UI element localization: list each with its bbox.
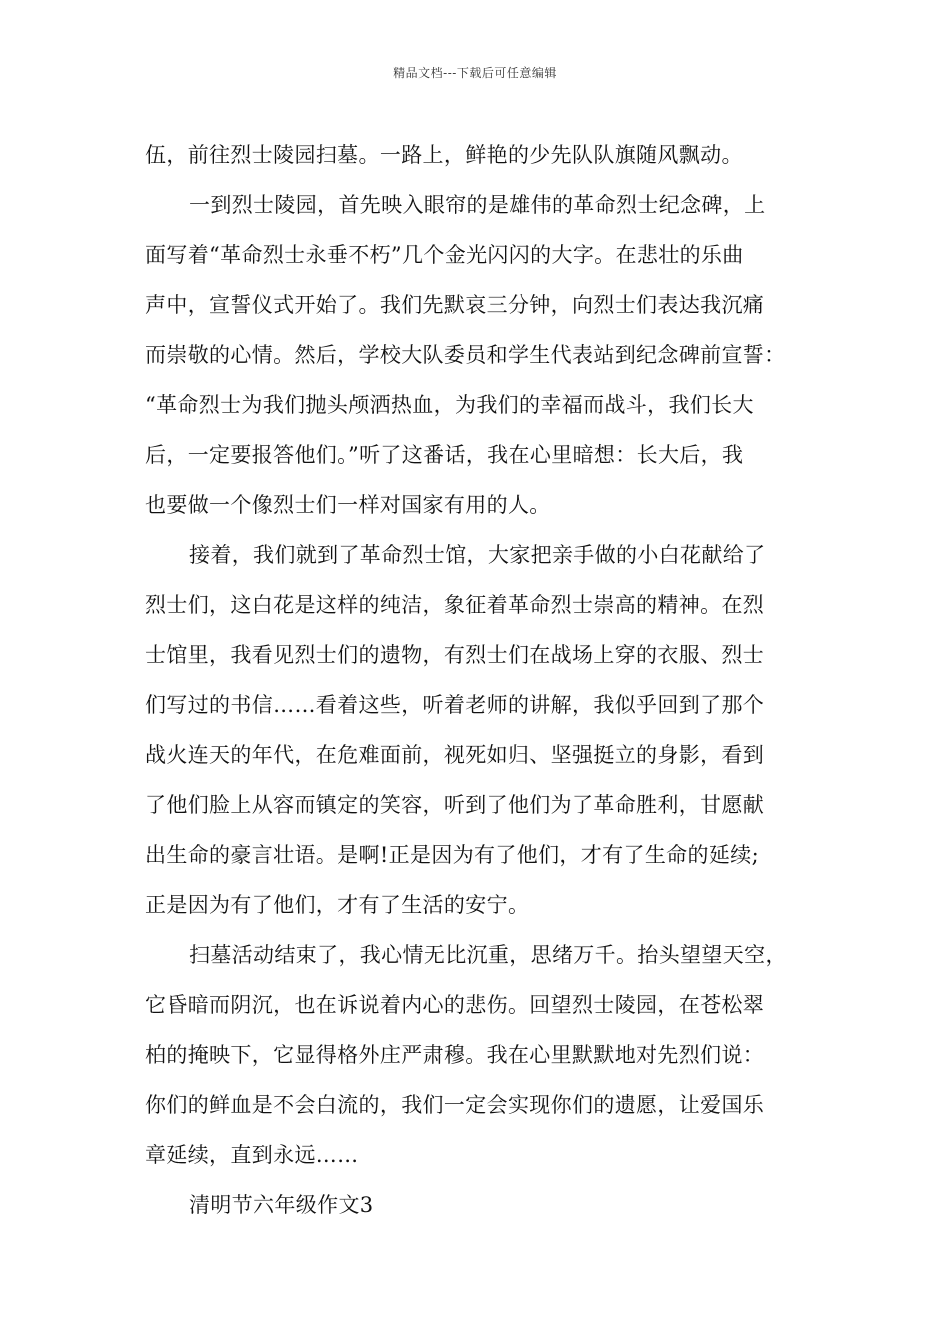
text-line: 后，一定要报答他们。”听了这番话，我在心里暗想：长大后，我 [145,443,744,467]
text-line: 正是因为有了他们，才有了生活的安宁。 [145,893,530,917]
text-line: 柏的掩映下，它显得格外庄严肃穆。我在心里默默地对先烈们说： [145,1043,765,1067]
text-line: 了他们脸上从容而镇定的笑容，听到了他们为了革命胜利，甘愿献 [145,793,765,817]
text-line: 烈士们，这白花是这样的纯洁，象征着革命烈士崇高的精神。在烈 [145,593,765,617]
text-line: 而崇敬的心情。然后，学校大队委员和学生代表站到纪念碑前宣誓： [145,343,786,367]
text-line: 它昏暗而阴沉，也在诉说着内心的悲伤。回望烈士陵园，在苍松翠 [145,993,765,1017]
text-line: 伍，前往烈士陵园扫墓。一路上，鲜艳的少先队队旗随风飘动。 [145,143,743,167]
text-line: 接着，我们就到了革命烈士馆，大家把亲手做的小白花献给了 [189,543,766,567]
text-line: 战火连天的年代，在危难面前，视死如归、坚强挺立的身影，看到 [145,743,765,767]
text-line: 士馆里，我看见烈士们的遗物，有烈士们在战场上穿的衣服、烈士 [145,643,765,667]
text-line: 你们的鲜血是不会白流的，我们一定会实现你们的遗愿，让爱国乐 [145,1093,765,1117]
page-header: 精品文档---下载后可任意编辑 [393,66,557,80]
text-line: 们写过的书信……看着这些，听着老师的讲解，我似乎回到了那个 [145,693,765,717]
text-line: “革命烈士为我们抛头颅洒热血，为我们的幸福而战斗，我们长大 [145,393,754,417]
text-line: 一到烈士陵园，首先映入眼帘的是雄伟的革命烈士纪念碑，上 [189,193,766,217]
text-line: 声中，宣誓仪式开始了。我们先默哀三分钟，向烈士们表达我沉痛 [145,293,765,317]
section-title: 清明节六年级作文3 [189,1193,374,1217]
text-line: 也要做一个像烈士们一样对国家有用的人。 [145,493,551,517]
text-line: 出生命的豪言壮语。是啊!正是因为有了他们，才有了生命的延续; [145,843,760,867]
text-line: 扫墓活动结束了，我心情无比沉重，思绪万千。抬头望望天空， [189,943,787,967]
text-line: 章延续，直到永远…… [145,1143,359,1167]
document-body [145,130,810,1230]
text-line: 面写着“革命烈士永垂不朽”几个金光闪闪的大字。在悲壮的乐曲 [145,243,744,267]
